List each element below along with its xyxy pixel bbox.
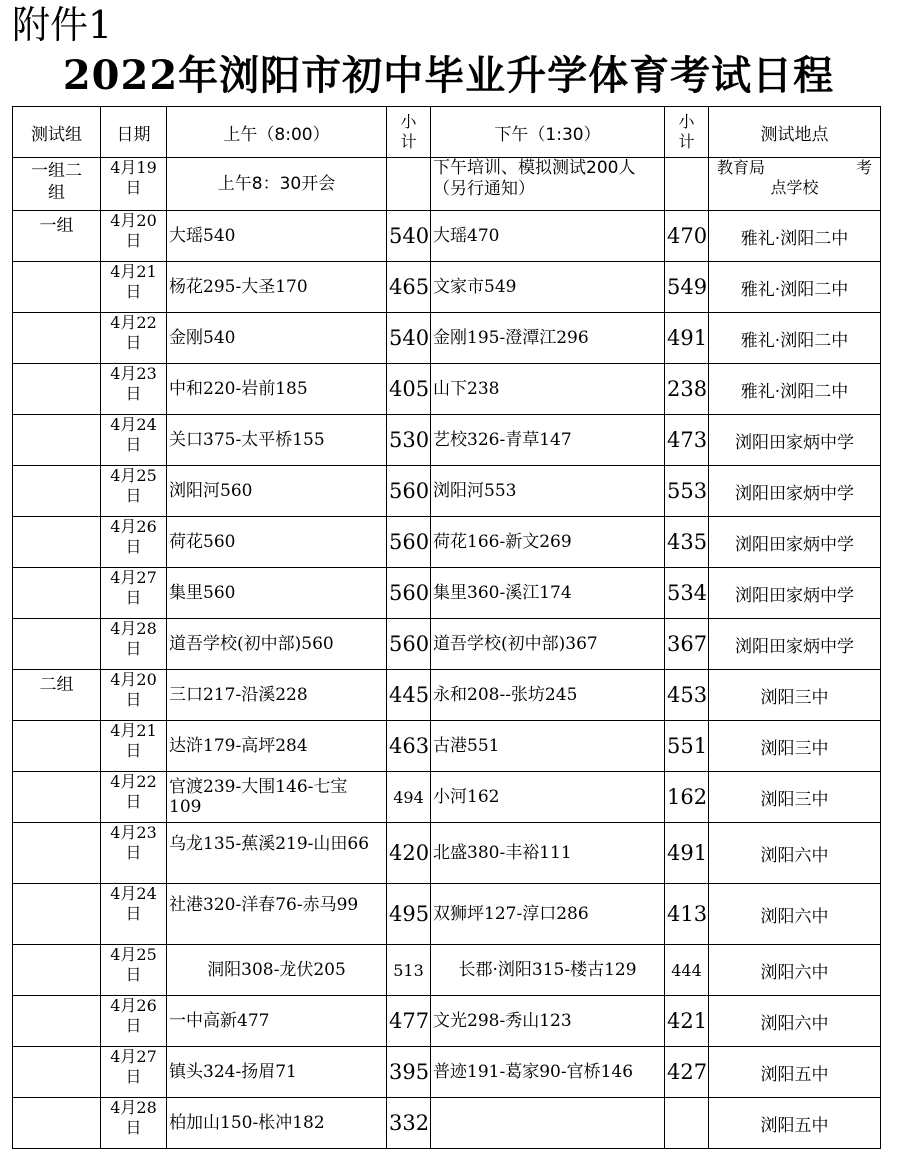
cell-morning-subtotal: 530	[387, 415, 431, 466]
cell-morning: 一中高新477	[167, 996, 387, 1047]
cell-morning-subtotal: 560	[387, 568, 431, 619]
cell-afternoon: 道吾学校(初中部)367	[431, 619, 665, 670]
cell-morning-subtotal: 463	[387, 721, 431, 772]
cell-group	[13, 466, 101, 517]
table-row	[13, 415, 881, 466]
cell-morning: 关口375-太平桥155	[167, 415, 387, 466]
cell-afternoon-subtotal: 427	[665, 1047, 709, 1098]
cell-location: 浏阳五中	[709, 1047, 881, 1098]
cell-afternoon: 文光298-秀山123	[431, 996, 665, 1047]
cell-afternoon: 浏阳河553	[431, 466, 665, 517]
cell-morning-subtotal: 465	[387, 262, 431, 313]
cell-afternoon-subtotal: 473	[665, 415, 709, 466]
cell-afternoon-subtotal: 551	[665, 721, 709, 772]
header-afternoon: 下午（1:30）	[431, 107, 665, 158]
cell-date: 4月28 日	[101, 1098, 167, 1149]
cell-group	[13, 1098, 101, 1149]
cell-morning-subtotal: 420	[387, 823, 431, 884]
cell-morning-subtotal: 540	[387, 313, 431, 364]
header-date: 日期	[101, 107, 167, 158]
cell-afternoon-subtotal: 553	[665, 466, 709, 517]
cell-morning-subtotal: 445	[387, 670, 431, 721]
table-row	[13, 772, 881, 823]
location-right: 考	[855, 158, 872, 177]
cell-location: 浏阳田家炳中学	[709, 415, 881, 466]
cell-morning-subtotal: 560	[387, 517, 431, 568]
location-left: 教育局	[717, 158, 766, 177]
cell-location: 浏阳田家炳中学	[709, 466, 881, 517]
cell-morning: 上午8：30开会	[167, 158, 387, 211]
cell-morning-subtotal: 560	[387, 466, 431, 517]
cell-afternoon-subtotal: 421	[665, 996, 709, 1047]
table-row	[13, 721, 881, 772]
cell-afternoon: 永和208--张坊245	[431, 670, 665, 721]
cell-group	[13, 619, 101, 670]
table-row	[13, 619, 881, 670]
cell-morning: 洞阳308-龙伏205	[167, 945, 387, 996]
cell-afternoon-subtotal: 162	[665, 772, 709, 823]
cell-date: 4月26 日	[101, 996, 167, 1047]
cell-morning: 集里560	[167, 568, 387, 619]
cell-group: 一组	[13, 211, 101, 262]
table-row	[13, 884, 881, 945]
cell-location: 雅礼·浏阳二中	[709, 262, 881, 313]
page-title: 2022年浏阳市初中毕业升学体育考试日程	[62, 52, 835, 99]
cell-location: 雅礼·浏阳二中	[709, 364, 881, 415]
table-row	[13, 262, 881, 313]
cell-morning: 大瑶540	[167, 211, 387, 262]
cell-afternoon: 文家市549	[431, 262, 665, 313]
cell-group	[13, 313, 101, 364]
cell-morning-subtotal	[387, 158, 431, 211]
cell-date: 4月23 日	[101, 823, 167, 884]
cell-date: 4月21 日	[101, 721, 167, 772]
cell-afternoon-subtotal: 444	[665, 945, 709, 996]
cell-morning: 乌龙135-蕉溪219-山田66	[167, 823, 387, 884]
cell-morning: 柏加山150-枨冲182	[167, 1098, 387, 1149]
cell-afternoon: 双狮坪127-淳口286	[431, 884, 665, 945]
header-afternoon-subtotal: 小 计	[665, 107, 709, 158]
cell-group: 二组	[13, 670, 101, 721]
table-row	[13, 1098, 881, 1149]
cell-date: 4月23 日	[101, 364, 167, 415]
cell-location: 浏阳田家炳中学	[709, 568, 881, 619]
cell-afternoon: 艺校326-青草147	[431, 415, 665, 466]
cell-morning-subtotal: 332	[387, 1098, 431, 1149]
cell-location: 浏阳三中	[709, 721, 881, 772]
table-row	[13, 1047, 881, 1098]
cell-group: 一组二 组	[13, 158, 101, 211]
cell-group	[13, 568, 101, 619]
table-row	[13, 364, 881, 415]
header-morning-subtotal: 小 计	[387, 107, 431, 158]
cell-afternoon: 长郡·浏阳315-楼古129	[431, 945, 665, 996]
cell-morning: 道吾学校(初中部)560	[167, 619, 387, 670]
cell-afternoon-subtotal: 367	[665, 619, 709, 670]
cell-date: 4月21 日	[101, 262, 167, 313]
cell-afternoon-subtotal: 413	[665, 884, 709, 945]
cell-location: 浏阳田家炳中学	[709, 517, 881, 568]
table-row	[13, 996, 881, 1047]
cell-afternoon: 大瑶470	[431, 211, 665, 262]
cell-morning-subtotal: 560	[387, 619, 431, 670]
table-row	[13, 466, 881, 517]
cell-group	[13, 364, 101, 415]
header-group: 测试组	[13, 107, 101, 158]
cell-morning: 三口217-沿溪228	[167, 670, 387, 721]
cell-group	[13, 415, 101, 466]
cell-morning: 达浒179-高坪284	[167, 721, 387, 772]
cell-afternoon	[431, 1098, 665, 1149]
table-row	[13, 670, 881, 721]
cell-afternoon: 集里360-溪江174	[431, 568, 665, 619]
header-location: 测试地点	[709, 107, 881, 158]
table-row-meeting	[13, 158, 881, 211]
attachment-label: 附件1	[12, 3, 113, 47]
cell-date: 4月19 日	[101, 158, 167, 211]
cell-morning-subtotal: 513	[387, 945, 431, 996]
cell-morning: 荷花560	[167, 517, 387, 568]
table-row	[13, 211, 881, 262]
cell-location: 浏阳五中	[709, 1098, 881, 1149]
cell-location: 浏阳六中	[709, 996, 881, 1047]
cell-location: 浏阳六中	[709, 884, 881, 945]
cell-afternoon: 普迹191-葛家90-官桥146	[431, 1047, 665, 1098]
cell-afternoon-subtotal	[665, 1098, 709, 1149]
cell-location	[709, 158, 881, 211]
cell-afternoon-subtotal: 470	[665, 211, 709, 262]
cell-date: 4月25 日	[101, 945, 167, 996]
header-morning: 上午（8:00）	[167, 107, 387, 158]
schedule-table	[12, 106, 881, 1149]
cell-afternoon-subtotal: 238	[665, 364, 709, 415]
cell-afternoon-subtotal: 491	[665, 313, 709, 364]
cell-group	[13, 772, 101, 823]
location-line2: 点学校	[770, 178, 819, 197]
header-row	[13, 107, 881, 158]
table-row	[13, 517, 881, 568]
cell-location: 浏阳田家炳中学	[709, 619, 881, 670]
cell-afternoon: 北盛380-丰裕111	[431, 823, 665, 884]
cell-date: 4月24 日	[101, 415, 167, 466]
cell-date: 4月25 日	[101, 466, 167, 517]
cell-location: 浏阳三中	[709, 772, 881, 823]
cell-morning-subtotal: 395	[387, 1047, 431, 1098]
cell-morning: 官渡239-大围146-七宝 109	[167, 772, 387, 823]
cell-group	[13, 996, 101, 1047]
cell-date: 4月22 日	[101, 772, 167, 823]
cell-afternoon-subtotal: 549	[665, 262, 709, 313]
table-row	[13, 313, 881, 364]
cell-group	[13, 823, 101, 884]
cell-afternoon-subtotal: 534	[665, 568, 709, 619]
cell-date: 4月22 日	[101, 313, 167, 364]
cell-date: 4月20 日	[101, 670, 167, 721]
cell-morning: 杨花295-大圣170	[167, 262, 387, 313]
cell-date: 4月28 日	[101, 619, 167, 670]
cell-morning-subtotal: 405	[387, 364, 431, 415]
cell-morning: 中和220-岩前185	[167, 364, 387, 415]
cell-morning: 浏阳河560	[167, 466, 387, 517]
cell-morning-subtotal: 495	[387, 884, 431, 945]
cell-morning: 金刚540	[167, 313, 387, 364]
cell-date: 4月26 日	[101, 517, 167, 568]
cell-afternoon: 山下238	[431, 364, 665, 415]
cell-group	[13, 721, 101, 772]
cell-morning: 社港320-洋春76-赤马99	[167, 884, 387, 945]
table-row	[13, 568, 881, 619]
cell-morning: 镇头324-扬眉71	[167, 1047, 387, 1098]
cell-group	[13, 945, 101, 996]
cell-group	[13, 262, 101, 313]
cell-afternoon-subtotal: 435	[665, 517, 709, 568]
cell-morning-subtotal: 540	[387, 211, 431, 262]
cell-afternoon: 古港551	[431, 721, 665, 772]
cell-location: 浏阳三中	[709, 670, 881, 721]
cell-afternoon-subtotal: 491	[665, 823, 709, 884]
cell-group	[13, 1047, 101, 1098]
table-row	[13, 823, 881, 884]
cell-afternoon: 金刚195-澄潭江296	[431, 313, 665, 364]
cell-date: 4月27 日	[101, 568, 167, 619]
cell-location: 雅礼·浏阳二中	[709, 211, 881, 262]
cell-afternoon: 小河162	[431, 772, 665, 823]
cell-location: 浏阳六中	[709, 945, 881, 996]
cell-date: 4月24 日	[101, 884, 167, 945]
cell-date: 4月27 日	[101, 1047, 167, 1098]
cell-afternoon-subtotal	[665, 158, 709, 211]
cell-location: 雅礼·浏阳二中	[709, 313, 881, 364]
cell-group	[13, 517, 101, 568]
table-row	[13, 945, 881, 996]
cell-date: 4月20 日	[101, 211, 167, 262]
cell-morning-subtotal: 477	[387, 996, 431, 1047]
cell-morning-subtotal: 494	[387, 772, 431, 823]
cell-afternoon: 荷花166-新文269	[431, 517, 665, 568]
cell-location: 浏阳六中	[709, 823, 881, 884]
cell-afternoon: 下午培训、模拟测试200人 （另行通知）	[431, 158, 665, 211]
cell-afternoon-subtotal: 453	[665, 670, 709, 721]
cell-group	[13, 884, 101, 945]
